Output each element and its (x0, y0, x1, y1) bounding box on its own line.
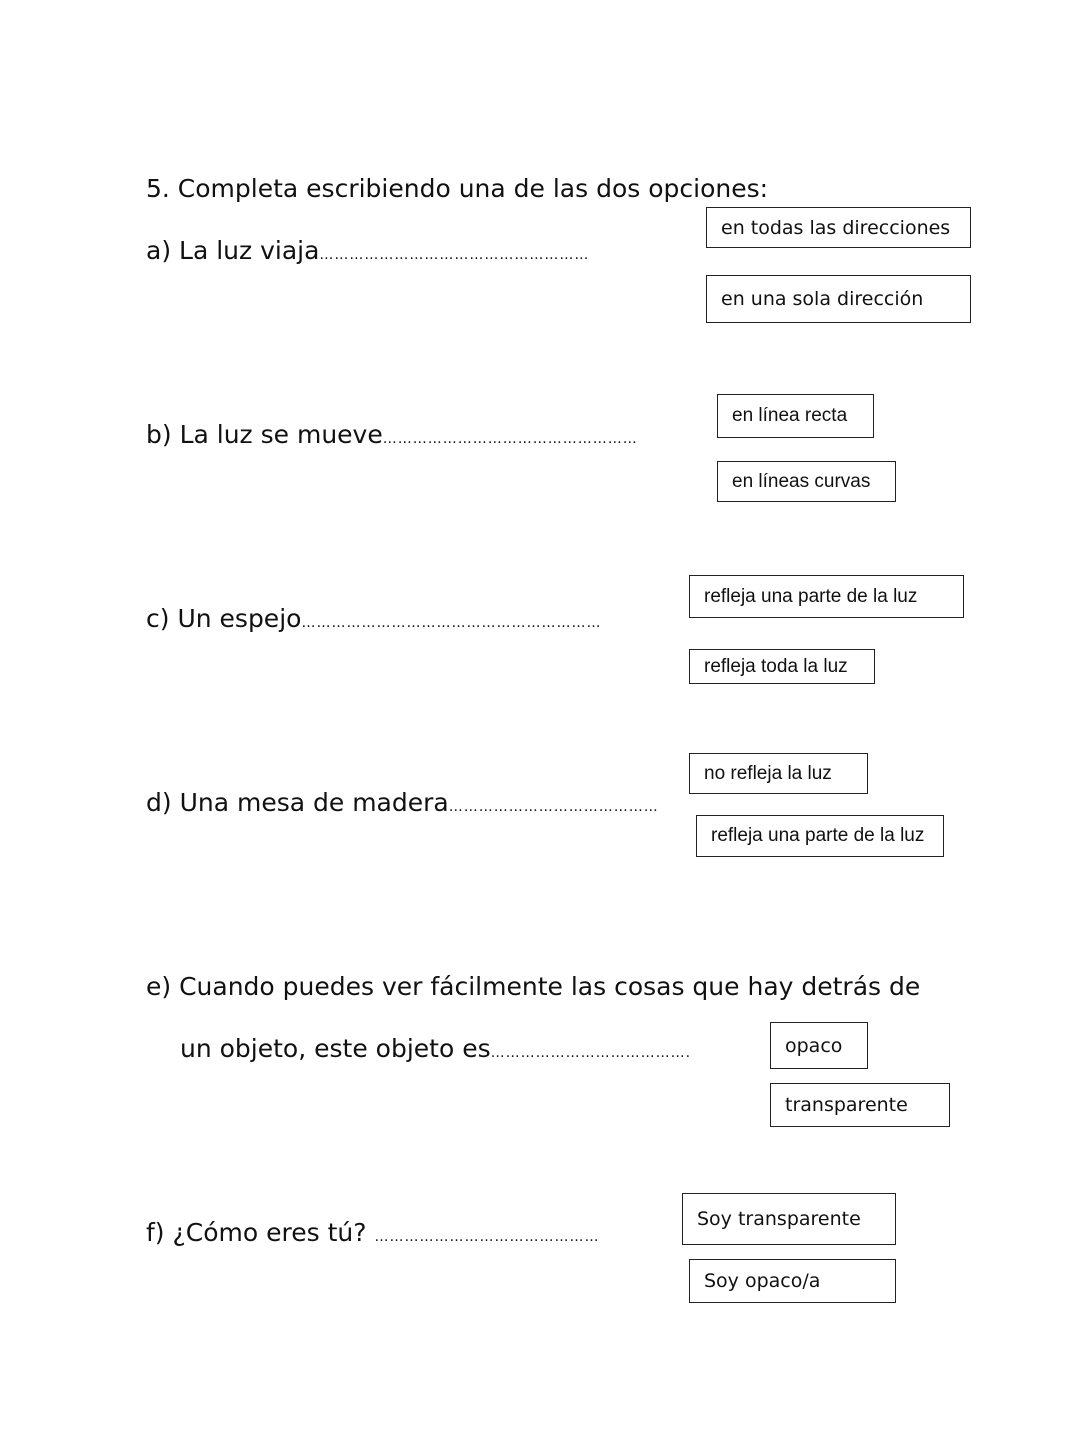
question-e-line2 (180, 1034, 691, 1063)
answer-blank-b[interactable]: …………………………………………… (382, 431, 638, 447)
option-f-2[interactable]: Soy opaco/a (689, 1259, 896, 1303)
answer-blank-c[interactable]: …………………………………………………… (301, 615, 602, 631)
question-b-text: b) La luz se mueve (146, 420, 383, 449)
option-a-2[interactable]: en una sola dirección (706, 275, 971, 323)
option-b-2[interactable]: en líneas curvas (717, 461, 896, 502)
answer-blank-e[interactable]: …………………………………. (490, 1045, 692, 1061)
question-c-text: c) Un espejo (146, 604, 302, 633)
exercise-title: 5. Completa escribiendo una de las dos opciones: (146, 174, 769, 203)
question-e-text: un objeto, este objeto es (180, 1034, 491, 1063)
option-e-2[interactable]: transparente (770, 1083, 950, 1127)
question-c (146, 604, 601, 633)
answer-blank-a[interactable]: ……………………………………………… (319, 247, 590, 263)
answer-blank-d[interactable]: …………………………………… (448, 799, 659, 815)
question-b (146, 420, 638, 449)
question-d-text: d) Una mesa de madera (146, 788, 449, 817)
question-e-line1: e) Cuando puedes ver fácilmente las cosas que hay detrás de (146, 972, 921, 1001)
option-a-1[interactable]: en todas las direcciones (706, 207, 971, 248)
option-f-1[interactable]: Soy transparente (682, 1193, 896, 1245)
question-f-text: f) ¿Cómo eres tú? (146, 1218, 367, 1247)
option-d-2[interactable]: refleja una parte de la luz (696, 815, 944, 857)
question-f (146, 1218, 599, 1247)
option-d-1[interactable]: no refleja la luz (689, 753, 868, 794)
option-b-1[interactable]: en línea recta (717, 394, 874, 438)
question-a (146, 236, 589, 265)
option-c-1[interactable]: refleja una parte de la luz (689, 575, 964, 618)
question-d (146, 788, 659, 817)
answer-blank-f[interactable]: ……………………………………… (374, 1229, 600, 1245)
option-e-1[interactable]: opaco (770, 1022, 868, 1069)
question-a-text: a) La luz viaja (146, 236, 320, 265)
option-c-2[interactable]: refleja toda la luz (689, 649, 875, 684)
